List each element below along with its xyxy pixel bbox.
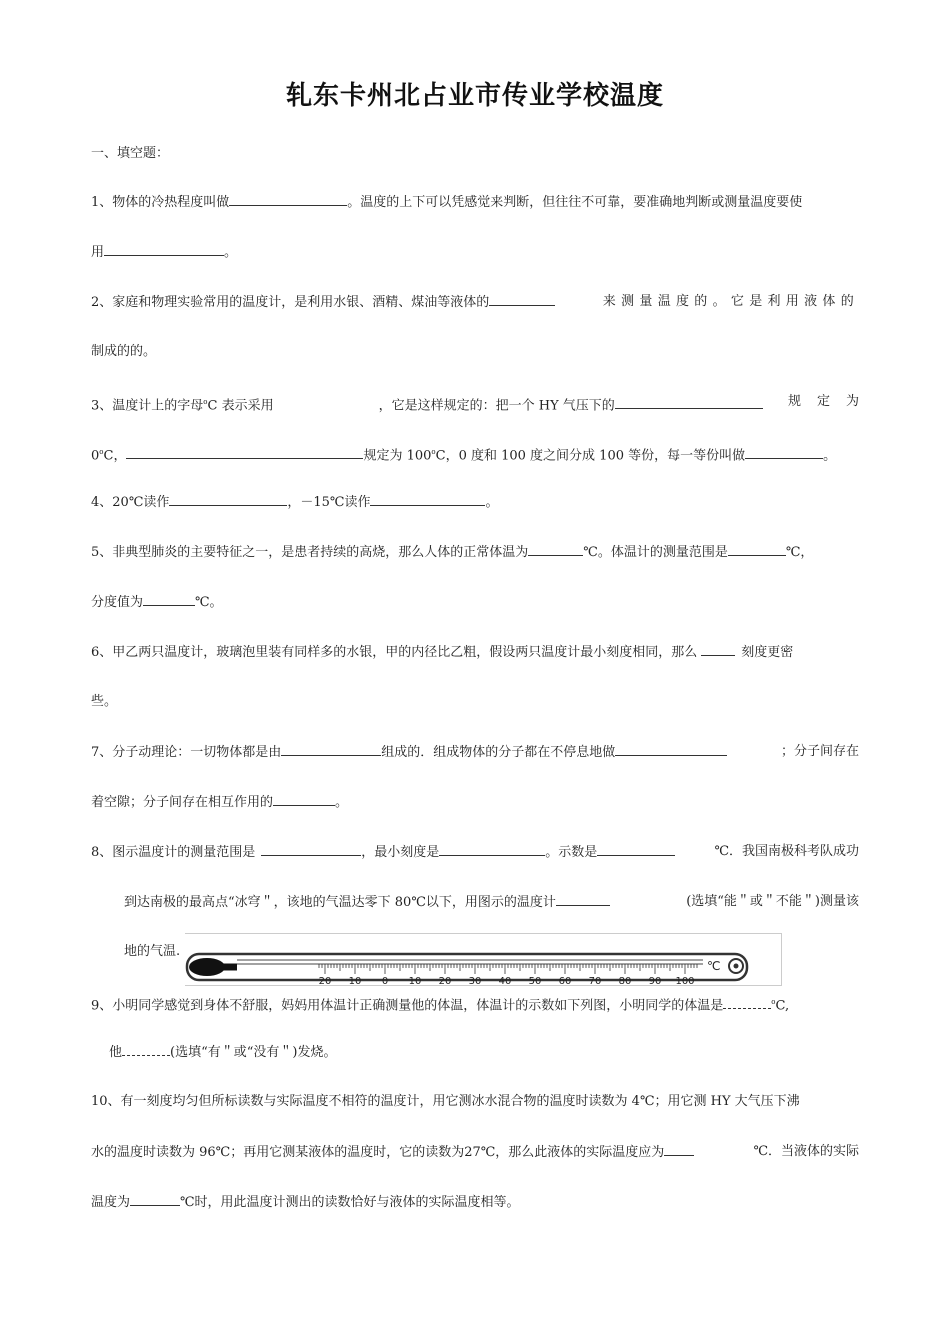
thermometer-image: [185, 934, 782, 987]
question-7-line-1: 7、分子动理论：一切物体都是由 组成的．组成物体的分子都在不停息地做 ；分子间存在: [91, 744, 859, 760]
question-2-line-2: 制成的的。: [91, 344, 157, 359]
thermometer-tick-label: 100: [675, 976, 695, 987]
thermometer-tick-label: 0: [381, 976, 389, 987]
q1-text-a: 1、物体的冷热程度叫做: [91, 195, 230, 210]
thermometer-tick-label: 50: [528, 976, 542, 987]
section-heading: 一、填空题：: [91, 146, 170, 161]
question-3-line-1: [91, 393, 875, 415]
thermometer-unit: ℃: [707, 959, 721, 973]
q10-blank-2[interactable]: [130, 1193, 180, 1206]
question-1-line-1: [91, 193, 802, 212]
question-8-line-2: 到达南极的最高点“冰穹＂，该地的气温达零下 80℃以下，用图示的温度计 (选填“能＂或＂不能＂)测量该: [124, 894, 859, 910]
q1-blank-1[interactable]: [229, 193, 347, 206]
q2-text-a: 2、家庭和物理实验常用的温度计，是利用水银、酒精、煤油等液体的: [91, 293, 555, 312]
question-9-line-2: 他 (选填“有＂或“没有＂)发烧。: [109, 1045, 337, 1060]
question-6-line-1: 6、甲乙两只温度计，玻璃泡里装有同样多的水银，甲的内径比乙粗，假设两只温度计最小刻度相同，那么 刻度更密: [91, 645, 794, 660]
q5-blank-1[interactable]: [528, 543, 583, 556]
q1-text-d: 。: [224, 245, 238, 260]
page-title: 轧东卡州北占业市传业学校温度: [285, 81, 664, 111]
thermometer-tick-label: 70: [588, 976, 602, 987]
q10-blank-1[interactable]: [664, 1143, 694, 1156]
q4-blank-2[interactable]: [370, 493, 485, 506]
question-7-line-2: 着空隙；分子间存在相互作用的 。: [91, 795, 349, 810]
q7-blank-2[interactable]: [615, 743, 727, 756]
q5-blank-3[interactable]: [143, 593, 195, 606]
degree-symbol: o: [771, 998, 776, 1006]
thermometer-tick-label: 20: [318, 976, 332, 987]
question-10-line-2: 水的温度时读数为 96℃；再用它测某液体的温度时，它的读数为27℃，那么此液体的实际温度应为 ℃．当液体的实际: [91, 1144, 859, 1160]
question-8-line-1: 8、图示温度计的测量范围是 ，最小刻度是 。示数是 ℃．我国南极科考队成功: [91, 844, 859, 860]
thermometer-tick-label: 20: [438, 976, 452, 987]
thermometer-tick-label: 90: [648, 976, 662, 987]
q8-blank-4[interactable]: [556, 893, 610, 906]
thermometer-tick-label: 10: [408, 976, 422, 987]
thermometer-tick-label: 30: [468, 976, 482, 987]
q9-blank-2[interactable]: [122, 1043, 170, 1056]
question-10-line-1: 10、有一刻度均匀但所标读数与实际温度不相符的温度计，用它测冰水混合物的温度时读数为 4℃；用它测 HY 大气压下沸: [91, 1094, 800, 1109]
question-4: 4、20℃读作 ，－15℃读作 。: [91, 495, 499, 510]
q5-blank-2[interactable]: [728, 543, 786, 556]
q1-text-c: 用: [91, 245, 105, 260]
question-5-line-2: 分度值为 ℃。: [91, 595, 223, 610]
q3-blank-3[interactable]: [126, 446, 363, 459]
degree-symbol: o: [431, 448, 436, 456]
thermometer-tick-label: 10: [348, 976, 362, 987]
question-10-line-3: 温度为 ℃时，用此温度计测出的读数恰好与液体的实际温度相等。: [91, 1195, 520, 1210]
thermometer-tick-label: 40: [498, 976, 512, 987]
thermometer-tick-label: 80: [618, 976, 632, 987]
thermometer-figure: [185, 933, 782, 986]
q3-text-c: 规定为: [787, 394, 875, 409]
q3-text-a: 3、温度计上的字母$^o$C 表示采用 ，它是这样规定的：把一个 HY 气压下的: [91, 393, 763, 415]
q3-blank-2[interactable]: [615, 396, 763, 409]
question-2-line-1: [91, 293, 859, 312]
degree-symbol: o: [99, 448, 104, 456]
q8-blank-2[interactable]: [439, 843, 545, 856]
q7-blank-3[interactable]: [273, 793, 335, 806]
question-5-line-1: 5、非典型肺炎的主要特征之一，是患者持续的高烧，那么人体的正常体温为 ℃。体温计的测量范围是 ℃，: [91, 545, 814, 560]
q8-blank-1[interactable]: [261, 843, 361, 856]
q1-text-b: 。温度的上下可以凭感觉来判断，但往往不可靠，要准确地判断或测量温度要使: [347, 195, 803, 210]
question-1-line-2: [91, 243, 237, 262]
thermometer-tick-label: 60: [558, 976, 572, 987]
question-9-line-1: 9、小明同学感觉到身体不舒服，妈妈用体温计正确测量他的体温，体温计的示数如下列图，小明同学的体温是 $^o$C,: [91, 998, 790, 1014]
degree-symbol: o: [203, 398, 208, 406]
q1-blank-2[interactable]: [104, 243, 224, 256]
q9-blank-1[interactable]: [723, 996, 771, 1009]
question-6-line-2: 些。: [91, 694, 118, 709]
q2-text-b: 来测量温度的。它是利用液体的: [602, 294, 859, 309]
q7-blank-1[interactable]: [281, 743, 381, 756]
question-8-line-3: 地的气温.: [124, 944, 181, 959]
q8-blank-3[interactable]: [597, 843, 675, 856]
q2-blank-1[interactable]: [489, 293, 555, 306]
question-3-line-2: 0$^o$C， 规定为 100$^o$C，0 度和 100 度之间分成 100 等份，每一等份叫做 。: [91, 448, 837, 464]
q3-blank-4[interactable]: [745, 446, 823, 459]
q4-blank-1[interactable]: [169, 493, 287, 506]
q6-blank-1[interactable]: [701, 643, 735, 656]
